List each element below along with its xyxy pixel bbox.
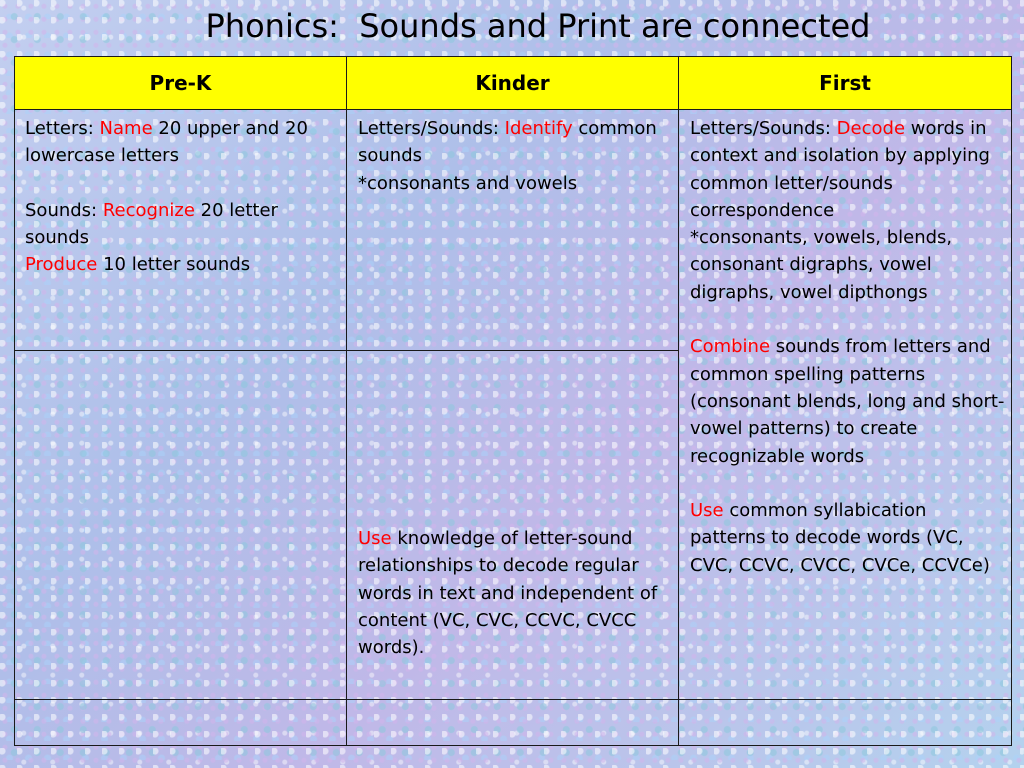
first-letters-sounds-text [690, 115, 1005, 224]
first-bottom-cell [679, 700, 1012, 746]
name-verb: Name [99, 118, 153, 139]
table-row [15, 700, 1012, 746]
produce-verb: Produce [25, 254, 98, 276]
column-header-prek: Pre-K [15, 57, 347, 110]
identify-verb: Identify [504, 118, 573, 139]
first-note: *consonants, vowels, blends, consonant digraphs, vowel digraphs, vowel dipthongs [690, 227, 953, 303]
letters-sounds-label: Letters/Sounds: [358, 118, 505, 139]
decode-verb: Decode [836, 118, 906, 139]
header-row [15, 57, 1012, 110]
sounds-desc: 20 letter sounds [25, 199, 278, 249]
prek-sounds-text [25, 197, 338, 252]
first-combine-text [690, 333, 1005, 469]
decode-desc: words in context and isolation by applying common letter/sounds correspondence [690, 118, 990, 221]
page-title: Phonics: Sounds and Print are connected [205, 7, 871, 45]
sounds-label: Sounds: [25, 199, 103, 221]
phonics-standards-table [14, 56, 1012, 746]
recognize-verb: Recognize [102, 199, 195, 221]
use-verb: Use [690, 500, 724, 522]
kinder-use-text [358, 525, 670, 661]
produce-desc: 10 letter sounds [97, 254, 251, 276]
combine-desc: sounds from letters and common spelling patterns (consonant blends, long and short-vowel patterns) to create recognizable words [690, 336, 1005, 467]
prek-top-cell [15, 110, 347, 351]
letters-label: Letters: [25, 118, 100, 139]
letters-desc: 20 upper and 20 lowercase letters [25, 118, 308, 167]
use-desc: common syllabication patterns to decode words (VC, CVC, CCVC, CVCC, CVCe, CCVCe) [690, 500, 990, 576]
prek-middle-cell [15, 351, 347, 700]
kinder-letters-sounds-text [358, 115, 670, 170]
table-row [15, 110, 1012, 351]
use-verb: Use [358, 528, 392, 549]
kinder-bottom-cell [347, 700, 679, 746]
first-use-text [690, 497, 1005, 579]
use-desc: knowledge of letter-sound relationships to decode regular words in text and independent of content (VC, CVC, CCVC, CVCC words). [358, 528, 658, 659]
identify-desc: common sounds [358, 118, 657, 167]
column-header-kinder: Kinder [347, 57, 679, 110]
letters-sounds-label: Letters/Sounds: [690, 118, 837, 139]
combine-verb: Combine [690, 336, 771, 358]
prek-letters-text [25, 115, 338, 170]
prek-bottom-cell [15, 700, 347, 746]
kinder-top-cell [347, 110, 679, 351]
prek-produce-text [25, 251, 338, 278]
column-header-first: First [679, 57, 1012, 110]
kinder-note: *consonants and vowels [358, 172, 578, 194]
kinder-middle-cell [347, 351, 679, 700]
first-top-cell [679, 110, 1012, 700]
